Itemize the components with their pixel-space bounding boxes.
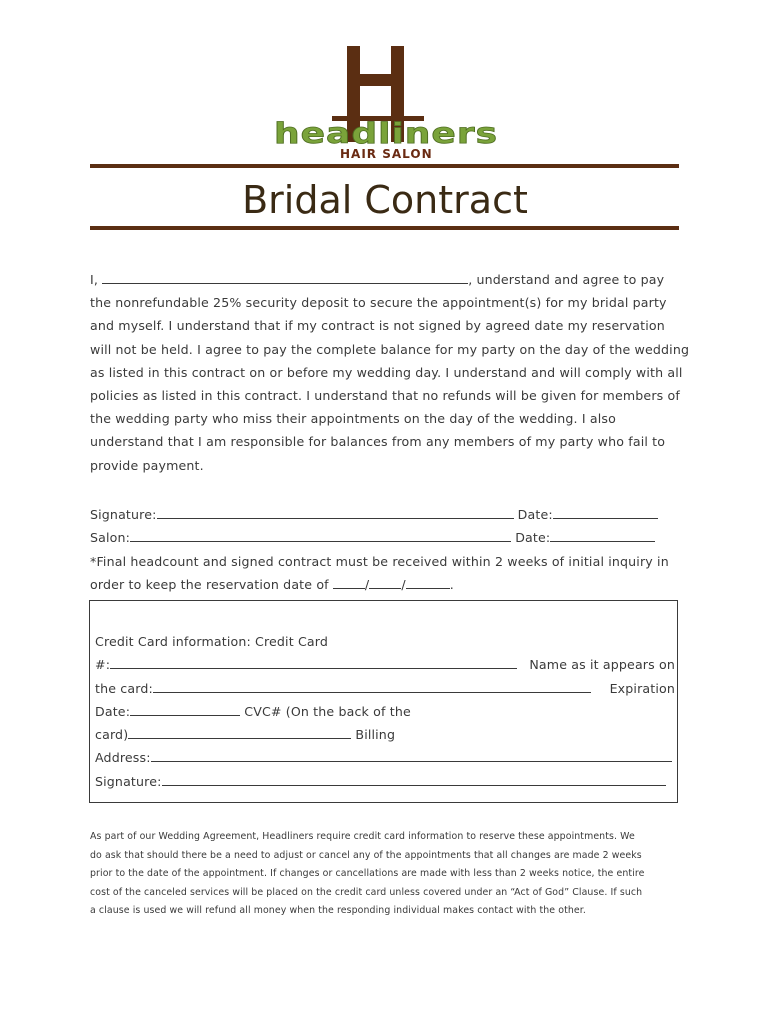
card-number-field[interactable] (110, 655, 517, 669)
agreement-prefix: I, (90, 272, 99, 287)
date-label: Date: (515, 530, 551, 546)
salon-row (90, 526, 682, 549)
billing-address-field[interactable] (151, 748, 672, 762)
reservation-day-field[interactable] (369, 575, 401, 589)
headcount-note: *Final headcount and signed contract must be received within 2 weeks of initial inquiry in (90, 553, 669, 569)
date-label: Date: (517, 507, 553, 522)
cc-signature-label: Signature: (95, 773, 162, 789)
salon-date-field[interactable] (550, 528, 655, 542)
reservation-date-row (90, 573, 682, 596)
billing-label: Billing (355, 727, 396, 743)
signature-blank-field[interactable] (157, 505, 514, 519)
agreement-line: the nonrefundable 25% security deposit to secure the appointment(s) for my bridal party (90, 295, 667, 311)
salon-blank-field[interactable] (130, 528, 511, 542)
footnote-line: prior to the date of the appointment. If changes or cancellations are made with less than 2 weeks notice, the entire (90, 868, 645, 880)
cvc-row (95, 723, 675, 746)
signature-row (90, 503, 682, 526)
agreement-line: provide payment. (90, 457, 204, 473)
footnote-line: a clause is used we will refund all money when the responding individual makes contact with the other. (90, 905, 586, 917)
agreement-line: as listed in this contract on or before my wedding day. I understand and will comply with all (90, 364, 683, 380)
footnote-line: As part of our Wedding Agreement, Headliners require credit card information to reserve these appointments. We (90, 831, 635, 842)
logo-wordmark: headliners (274, 118, 499, 150)
address-label: Address: (95, 750, 151, 766)
credit-card-fields (95, 630, 675, 793)
card-label: the card: (95, 680, 153, 696)
agreement-line: will not be held. I agree to pay the complete balance for my party on the day of the wedding (90, 341, 690, 357)
footnote-line: cost of the canceled services will be placed on the credit card unless covered under an “Act of God” Clause. If such (90, 886, 643, 898)
agreement-line (90, 268, 682, 291)
agreement-line: and myself. I understand that if my contract is not signed by agreed date my reservation (90, 318, 665, 334)
agreement-line1-suffix: , understand and agree to pay (468, 272, 665, 287)
expiration-date-field[interactable] (130, 702, 240, 716)
footnote-line: do ask that should there be a need to adjust or cancel any of the appointments that all changes are made 2 weeks (90, 849, 642, 861)
reservation-month-field[interactable] (333, 575, 365, 589)
title-divider (90, 226, 679, 230)
name-on-card-row (95, 677, 675, 700)
cc-signature-field[interactable] (162, 772, 666, 786)
card-number-label: #: (95, 657, 111, 673)
top-divider (90, 164, 679, 168)
agreement-line: the wedding party who miss their appointments on the day of the wedding. I also (90, 411, 616, 427)
name-on-card-label: Name as it appears on (529, 657, 675, 673)
billing-address-row (95, 746, 675, 769)
reservation-year-field[interactable] (406, 575, 450, 589)
page-title: Bridal Contract (242, 178, 528, 222)
agreement-paragraph (90, 268, 690, 477)
period: . (449, 577, 454, 593)
cvc-label: CVC# (On the back of the (244, 703, 411, 719)
agreement-line: understand that I am responsible for balances from any members of my party who fail to (90, 434, 666, 450)
credit-card-box (89, 600, 678, 803)
signature-label: Signature: (90, 507, 157, 522)
expiration-label: Expiration (609, 680, 675, 696)
cc-info-heading: Credit Card information: Credit Card (95, 634, 329, 649)
salon-label: Salon: (90, 530, 131, 546)
card-close-label: card) (95, 727, 129, 743)
cvc-field[interactable] (128, 725, 351, 739)
date-separator: / (364, 577, 370, 593)
signature-block (90, 503, 682, 597)
policy-footnote (90, 828, 690, 921)
expiration-date-label: Date: (95, 703, 131, 719)
reservation-date-label: order to keep the reservation date of (90, 577, 329, 593)
salon-logo (270, 44, 500, 166)
expiration-row (95, 700, 675, 723)
logo-subtitle: HAIR SALON (340, 147, 433, 161)
name-on-card-field[interactable] (153, 679, 591, 693)
date-separator: / (401, 577, 406, 593)
signature-date-field[interactable] (553, 505, 658, 519)
name-blank-field[interactable] (102, 270, 468, 284)
card-number-row (95, 653, 675, 676)
cc-signature-row (95, 770, 675, 793)
agreement-line: policies as listed in this contract. I understand that no refunds will be given for members of (90, 388, 680, 404)
